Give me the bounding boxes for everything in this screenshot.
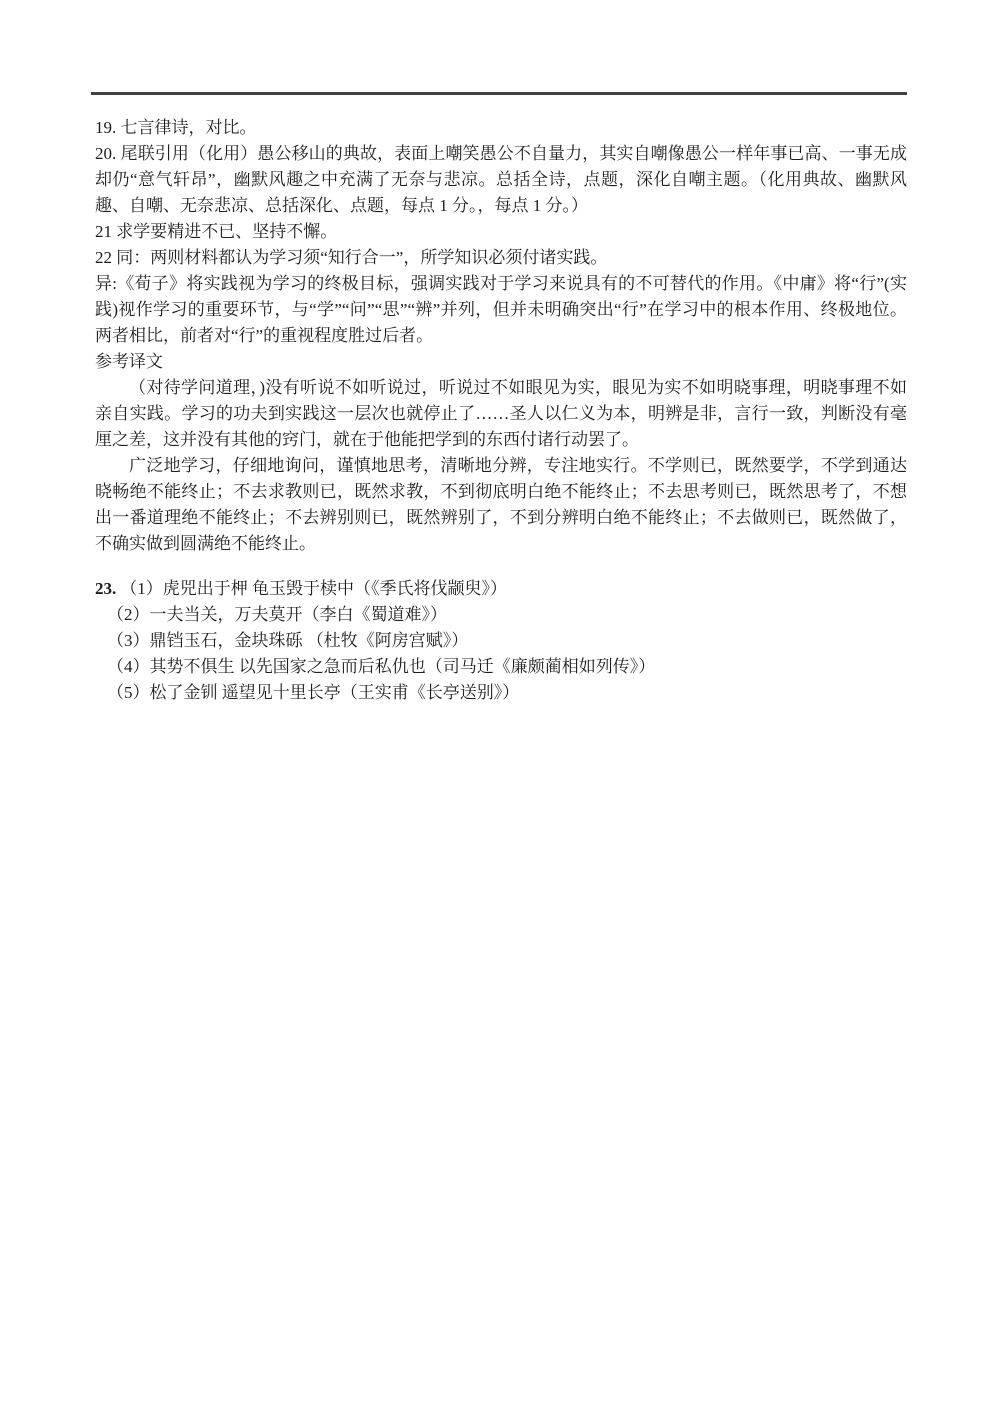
answer-key-content [95,115,907,706]
answer-23-item-5: （5）松了金钏 遥望见十里长亭（王实甫《长亭送别》） [107,683,520,702]
answer-23-block [95,576,907,706]
answer-20: 20. 尾联引用（化用）愚公移山的典故，表面上嘲笑愚公不自量力，其实自嘲像愚公一样年事已高、一事无成却仍“意气轩昂”，幽默风趣之中充满了无奈与悲凉。总括全诗，点题，深化自嘲主题。（化用典故、幽默风趣、自嘲、无奈悲凉、总括深化、点题，每点 1 分。，每点 1 分。） [95,144,907,215]
translation-paragraph-2: 广泛地学习，仔细地询问，谨慎地思考，清晰地分辨，专注地实行。不学则已，既然要学，不学到通达晓畅绝不能终止；不去求教则已，既然求教，不到彻底明白绝不能终止；不去思考则已，既然思考了，不想出一番道理绝不能终止；不去辨别则已，既然辨别了，不到分辨明白绝不能终止；不去做则已，既然做了，不确实做到圆满绝不能终止。 [95,456,907,553]
answer-22-same: 22 同：两则材料都认为学习须“知行合一”，所学知识必须付诸实践。 [95,248,608,267]
translation-paragraph-1: （对待学问道理，)没有听说不如听说过，听说过不如眼见为实，眼见为实不如明晓事理，明晓事理不如亲自实践。学习的功夫到实践这一层次也就停止了……圣人以仁义为本，明辨是非，言行一致，判断没有毫厘之差，这并没有其他的窍门，就在于他能把学到的东西付诸行动罢了。 [95,378,907,449]
answer-23-item-3: （3）鼎铛玉石，金块珠砾 （杜牧《阿房宫赋》） [107,631,469,650]
answer-19: 19. 七言律诗，对比。 [95,118,257,137]
answer-23-item-1: （1）虎兕出于柙 龟玉毁于椟中（《季氏将伐颛臾》） [120,579,507,598]
answer-22-diff: 异:《荀子》将实践视为学习的终极目标，强调实践对于学习来说具有的不可替代的作用。《中庸》将“行”(实践)视作学习的重要环节，与“学”“问”“思”“辨”并列，但并未明确突出“行”在学习中的根本作用、终极地位。两者相比，前者对“行”的重视程度胜过后者。 [95,274,907,345]
answer-23-number: 23. [95,579,117,598]
answer-23-item-2: （2）一夫当关，万夫莫开（李白《蜀道难》） [107,605,447,624]
answer-23-item-4: （4）其势不俱生 以先国家之急而后私仇也（司马迁《廉颇蔺相如列传》） [107,657,656,676]
reference-translation-heading: 参考译文 [95,352,163,371]
answer-21: 21 求学要精进不已、坚持不懈。 [95,222,338,241]
answer-23-line-1 [95,576,907,602]
header-rule [91,92,907,95]
